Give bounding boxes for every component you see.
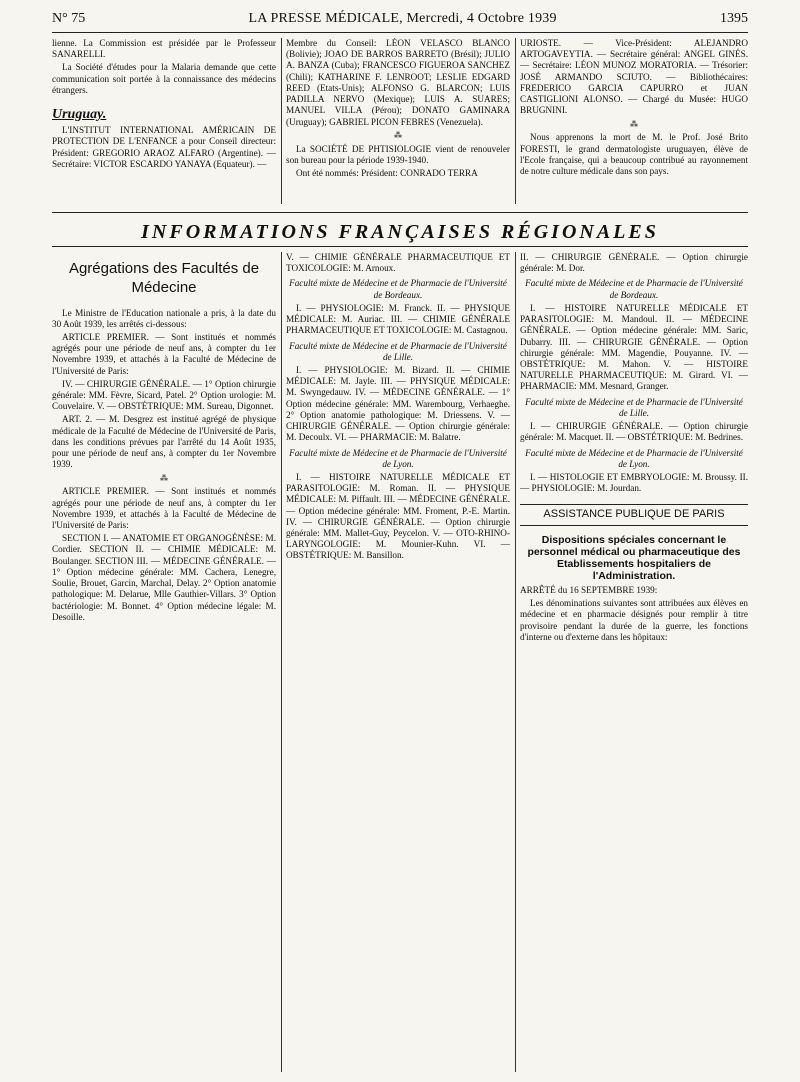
paragraph: I. — CHIRURGIE GÉNÉRALE. — Option chirurgie générale: M. Macquet. II. — OBSTÉTRIQUE: M. Bedrines. <box>520 421 748 443</box>
section-heading-uruguay: Uruguay. <box>52 107 107 123</box>
column-divider <box>281 38 282 204</box>
article-title: Dispositions spéciales concernant le personnel médical ou pharmaceutique des Etablissements hospitaliers de l'Administration. <box>527 533 741 582</box>
column-divider <box>515 252 516 1072</box>
separator-stars: ⁂ <box>394 130 402 140</box>
paragraph: SECTION I. — ANATOMIE ET ORGANOGÉNÈSE: M. Cordier. SECTION II. — CHIMIE MÉDICALE: M. Boulanger. SECTION III. — MÉDECINE GÉNÉRALE. — 1° Option médecine générale: MM. Cachera, Lenegre, Soulie, Brouet, Garcin, Marchal, Delay. 2° Option anatomie pathologique: M. Delarue, Mlle Gauthier-Villars. 3° Option bactériologie: M. Bonnet. 4° Option médecine légale: M. Desoille. <box>52 533 276 622</box>
paragraph: I. — HISTOLOGIE ET EMBRYOLOGIE: M. Broussy. II. — PHYSIOLOGIE: M. Jourdan. <box>520 471 748 494</box>
paragraph: URIOSTE. — Vice-Président: ALEJANDRO ARTOGAVEYTIA. — Secrétaire général: ANGEL GINÉS. — Secrétaire: LÉON MUNOZ MORATORIA. — Trésorier: JOSÉ ARMANDO SCIUTO. — Bibliothécaires: FREDERICO GARCIA CAPURRO et JUAN CASTIGLIONI ALONSO. — Chargé du Musée: HUGO BRUGNINI. <box>520 38 748 116</box>
page-header <box>52 10 748 30</box>
top-column-2 <box>286 38 510 210</box>
section-banner: INFORMATIONS FRANÇAISES RÉGIONALES <box>141 221 659 243</box>
paragraph: Nous apprenons la mort de M. le Prof. José Brito FORESTI, le grand dermatologiste uruguayen, élève de l'Ecole française, qui a beaucoup contribué au rayonnement de notre culture médicale dans son pays. <box>520 132 748 176</box>
paragraph: I. — HISTOIRE NATURELLE MÉDICALE ET PARASITOLOGIE: M. Roman. II. — PHYSIQUE MÉDICALE: M. Piffault. III. — MÉDECINE GÉNÉRALE. — Option médecine générale: MM. Froment, P.-E. Martin. IV. — CHIRURGIE GÉNÉRALE. — Option chirurgie générale: MM. Mallet-Guy, Peycelon. V. — OTO-RHINO-LARYNGOLOGIE: M. Mounier-Kuhn. VI. — OBSTÉTRIQUE: M. Bansillon. <box>286 471 510 561</box>
paragraph: La SOCIÉTÉ DE PHTISIOLOGIE vient de renouveler son bureau pour la période 1939-1940. <box>286 143 510 165</box>
paragraph: II. — CHIRURGIE GÉNÉRALE. — Option chirurgie générale: M. Dor. <box>520 252 748 274</box>
separator-stars: ⁂ <box>160 473 168 483</box>
paragraph: I. — PHYSIOLOGIE: M. Bizard. II. — CHIMIE MÉDICALE: M. Jayle. III. — PHYSIQUE MÉDICALE: M. Swyngedauw. IV. — MÉDECINE GÉNÉRALE. — 1° Option médecine générale: MM. Warembourg, Verhaeghe. 2° Option anatomie pathologique: M. Driessens. V. — CHIRURGIE GÉNÉRALE. — Option chirurgie générale: M. Decoulx. VI. — PHARMACIE: M. Balatre. <box>286 364 510 443</box>
page-number: 1395 <box>720 11 748 26</box>
faculty-heading: Faculté mixte de Médecine et de Pharmacie de l'Université de Bordeaux. <box>289 278 507 300</box>
header-rule <box>52 32 748 33</box>
faculty-heading: Faculté mixte de Médecine et de Pharmacie de l'Université de Lyon. <box>525 447 743 469</box>
top-column-1 <box>52 38 276 210</box>
paragraph: Le Ministre de l'Education nationale a pris, à la date du 30 Août 1939, les arrêtés ci-dessous: <box>52 307 276 329</box>
middle-column <box>286 252 510 1072</box>
faculty-heading: Faculté mixte de Médecine et de Pharmacie de l'Université de Bordeaux. <box>525 278 743 300</box>
paragraph: Ont été nommés: Président: CONRADO TERRA <box>296 167 478 178</box>
paragraph: ARTICLE PREMIER. — Sont institués et nommés agrégés pour une période de neuf ans, à compter du 1er Novembre 1939, et attachés à la Faculté de Médecine de l'Université de Paris: <box>52 486 276 530</box>
paragraph: IV. — CHIRURGIE GÉNÉRALE. — 1° Option chirurgie générale: MM. Fèvre, Sicard, Patel. 2° Option urologie: M. Couvelaire. V. — OBSTÉTRIQUE: MM. Sureau, Digonnet. <box>52 378 276 412</box>
paragraph: V. — CHIMIE GÉNÉRALE PHARMACEUTIQUE ET TOXICOLOGIE: M. Arnoux. <box>286 252 510 274</box>
paragraph: L'INSTITUT INTERNATIONAL AMÉRICAIN DE PROTECTION DE L'ENFANCE a pour Conseil directeur: Président: GREGORIO ARAOZ ALFARO (Argentine). — Secrétaire: VICTOR ESCARDO YANAYA (Equateur). — <box>52 125 276 169</box>
issue-number: N° 75 <box>52 11 86 26</box>
separator-stars: ⁂ <box>630 119 638 129</box>
right-column <box>520 252 748 1072</box>
paragraph: ARRÊTÉ du 16 SEPTEMBRE 1939: <box>520 585 658 596</box>
faculty-heading: Faculté mixte de Médecine et de Pharmacie de l'Université de Lyon. <box>289 447 507 469</box>
article-title: Agrégations des Facultés de Médecine <box>68 260 260 296</box>
paragraph: I. — PHYSIOLOGIE: M. Franck. II. — PHYSIQUE MÉDICALE: M. Auriac. III. — CHIMIE GÉNÉRALE PHARMACEUTIQUE ET TOXICOLOGIE: M. Castagnou. <box>286 302 510 336</box>
paragraph: lienne. La Commission est présidée par le Professeur SANARELLI. <box>52 38 276 60</box>
section-rule <box>52 212 748 213</box>
journal-title: LA PRESSE MÉDICALE, Mercredi, 4 Octobre 1939 <box>248 11 557 26</box>
paragraph: Membre du Conseil: LÉON VELASCO BLANCO (Bolivie); JOAO DE BARROS BARRETO (Brésil); JULIO A. BANZA (Cuba); FRANCESCO FIGUEROA SANCHEZ (Chili); KATHARINE F. LENROOT; LESLIE EDGARD REED (Etats-Unis); ALFONSO G. BLARCON; LUIS PADILLA NERVO (Mexique); LUIS A. SUARES; MANUEL VILLA (Pérou); DONATO GAMINARA (Uruguay); GABRIEL PICON FEBRES (Venezuela). <box>286 38 510 127</box>
section-box-title: ASSISTANCE PUBLIQUE DE PARIS <box>520 504 748 525</box>
paragraph: I. — HISTOIRE NATURELLE MÉDICALE ET PARASITOLOGIE: M. Mandoul. II. — MÉDECINE GÉNÉRALE. — Option médecine générale: MM. Saric, Dubarry. III. — CHIRURGIE GÉNÉRALE. — Option chirurgie générale: MM. Magendie, Pouyanne. IV. — OBSTÉTRIQUE: M. Mahon. V. — HISTOIRE NATURELLE PHARMACEUTIQUE: M. Girard. VI. — PHARMACIE: MM. Mesnard, Granger. <box>520 302 748 392</box>
paragraph: La Société d'études pour la Malaria demande que cette communication soit portée à la connaissance des médecins étrangers. <box>52 62 276 95</box>
top-column-3 <box>520 38 748 210</box>
paragraph: Les dénominations suivantes sont attribuées aux élèves en médecine et en pharmacie désignés pour remplir à titre provisoire pendant la durée de la guerre, les fonctions d'interne ou d'externe dans les hôpitaux: <box>520 598 748 642</box>
column-divider <box>515 38 516 204</box>
paragraph: ARTICLE PREMIER. — Sont institués et nommés agrégés pour une période de neuf ans, à compter du 1er Novembre 1939, et attachés à la Faculté de Médecine de l'Université de Paris: <box>52 331 276 376</box>
left-column <box>52 252 276 1072</box>
faculty-heading: Faculté mixte de Médecine et de Pharmacie de l'Université de Lille. <box>525 396 743 418</box>
paragraph: ART. 2. — M. Desgrez est institué agrégé de physique médicale de la Faculté de Médecine de l'Université de Paris, dans les conditions prévues par l'arrêté du 14 Août 1935, pour une période de neuf ans, à compter du 1er Novembre 1939. <box>52 414 276 470</box>
section-rule <box>52 246 748 247</box>
column-divider <box>281 252 282 1072</box>
faculty-heading: Faculté mixte de Médecine et de Pharmacie de l'Université de Lille. <box>289 340 507 362</box>
